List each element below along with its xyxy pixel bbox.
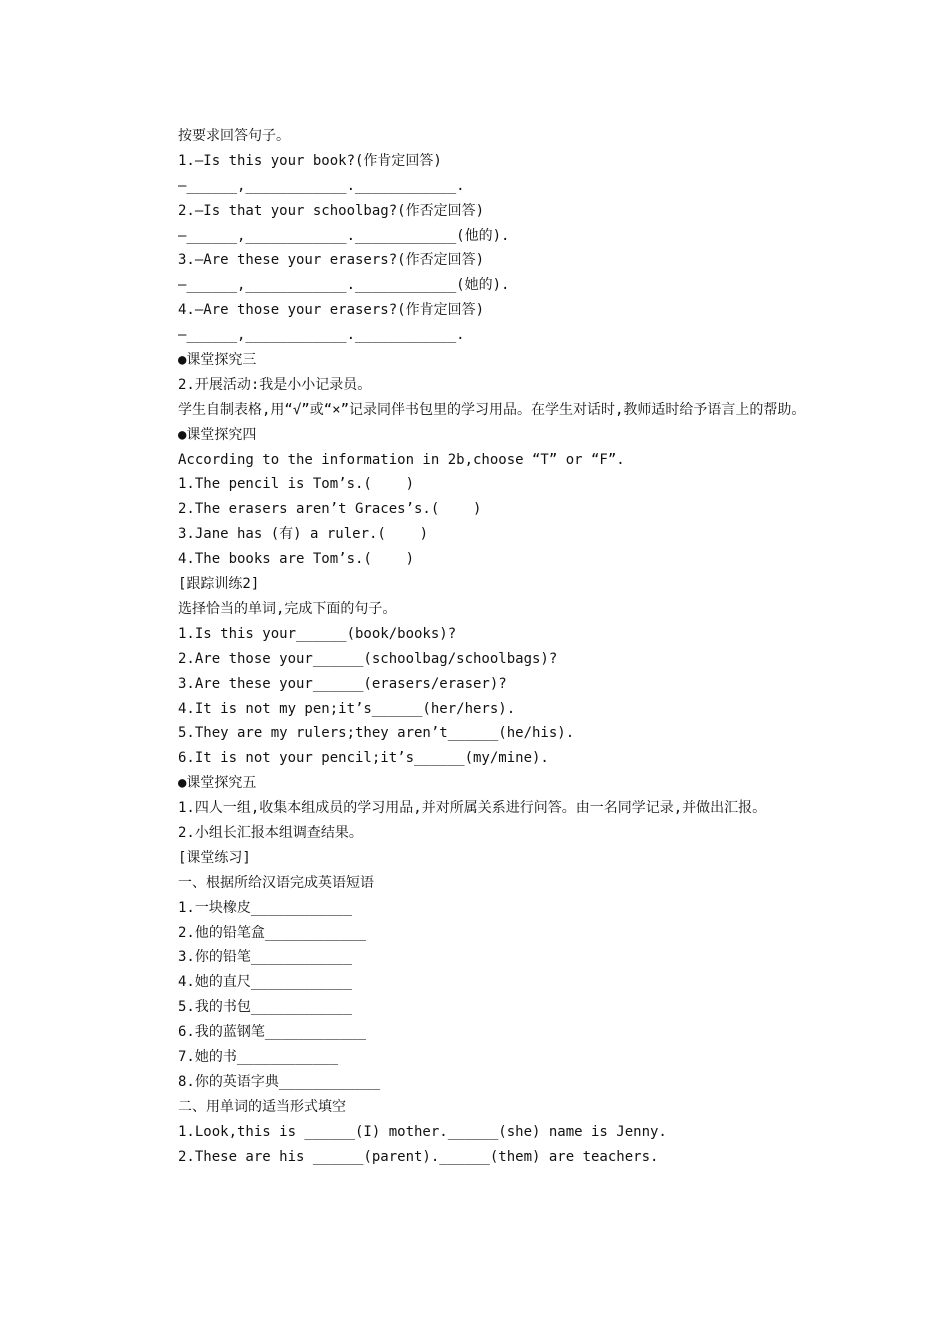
document-line: 2.他的铅笔盒____________: [178, 924, 367, 941]
document-line: [课堂练习]: [178, 849, 251, 866]
document-line: 一、根据所给汉语完成英语短语: [178, 874, 374, 891]
document-line: 按要求回答句子。: [178, 128, 290, 144]
document-line: 1.Is this your______(book/books)?: [178, 625, 457, 642]
document-line: 2.开展活动:我是小小记录员。: [178, 376, 372, 393]
document-line: [跟踪训练2]: [178, 576, 260, 593]
document-line: 5.They are my rulers;they aren’t______(he/his).: [178, 725, 575, 742]
document-line: 1.Look,this is ______(I) mother.______(she) name is Jenny.: [178, 1123, 667, 1140]
document-line: 3.Are these your______(erasers/eraser)?: [178, 675, 507, 692]
document-line: 学生自制表格,用“√”或“×”记录同伴书包里的学习用品。在学生对话时,教师适时给予语言上的帮助。: [178, 401, 806, 418]
document-line: 2.These are his ______(parent).______(them) are teachers.: [178, 1148, 659, 1165]
document-line: 选择恰当的单词,完成下面的句子。: [178, 600, 397, 617]
document-line: 6.我的蓝钢笔____________: [178, 1024, 367, 1041]
document-line: ●课堂探究三: [178, 352, 257, 369]
document-line: 1.—Is this your book?(作肯定回答): [178, 152, 442, 169]
document-line: 7.她的书____________: [178, 1048, 339, 1065]
document-line: 6.It is not your pencil;it’s______(my/mine).: [178, 750, 549, 767]
document-line: According to the information in 2b,choose “T” or “F”.: [178, 451, 625, 468]
document-page: [145, 124, 810, 1169]
document-line: 3.你的铅笔____________: [178, 949, 353, 966]
document-line: —______,____________.____________(她的).: [178, 277, 510, 294]
document-line: 1.四人一组,收集本组成员的学习用品,并对所属关系进行问答。由一名同学记录,并做出汇报。: [178, 800, 767, 817]
document-line: 二、用单词的适当形式填空: [178, 1098, 346, 1115]
document-line: 8.你的英语字典____________: [178, 1073, 381, 1090]
document-line: 1.The pencil is Tom’s.( ): [178, 476, 415, 493]
document-line: 3.Jane has (有) a ruler.( ): [178, 526, 429, 543]
document-line: 2.小组长汇报本组调查结果。: [178, 824, 363, 841]
document-line: —______,____________.____________(他的).: [178, 227, 510, 244]
document-line: 4.她的直尺____________: [178, 974, 353, 991]
document-line: —______,____________.____________.: [178, 327, 465, 344]
document-line: —______,____________.____________.: [178, 177, 465, 194]
document-line: 2.—Is that your schoolbag?(作否定回答): [178, 202, 485, 219]
document-line: 5.我的书包____________: [178, 999, 353, 1016]
document-line: ●课堂探究五: [178, 775, 257, 792]
document-line: 2.Are those your______(schoolbag/schoolbags)?: [178, 650, 558, 667]
document-line: 3.—Are these your erasers?(作否定回答): [178, 252, 485, 269]
document-line: 4.It is not my pen;it’s______(her/hers).: [178, 700, 516, 717]
document-line: 2.The erasers aren’t Graces’s.( ): [178, 501, 482, 518]
document-line: 4.The books are Tom’s.( ): [178, 551, 415, 568]
document-body: [145, 124, 810, 1169]
document-line: 1.一块橡皮____________: [178, 899, 353, 916]
document-line: 4.—Are those your erasers?(作肯定回答): [178, 302, 485, 319]
document-line: ●课堂探究四: [178, 426, 257, 443]
